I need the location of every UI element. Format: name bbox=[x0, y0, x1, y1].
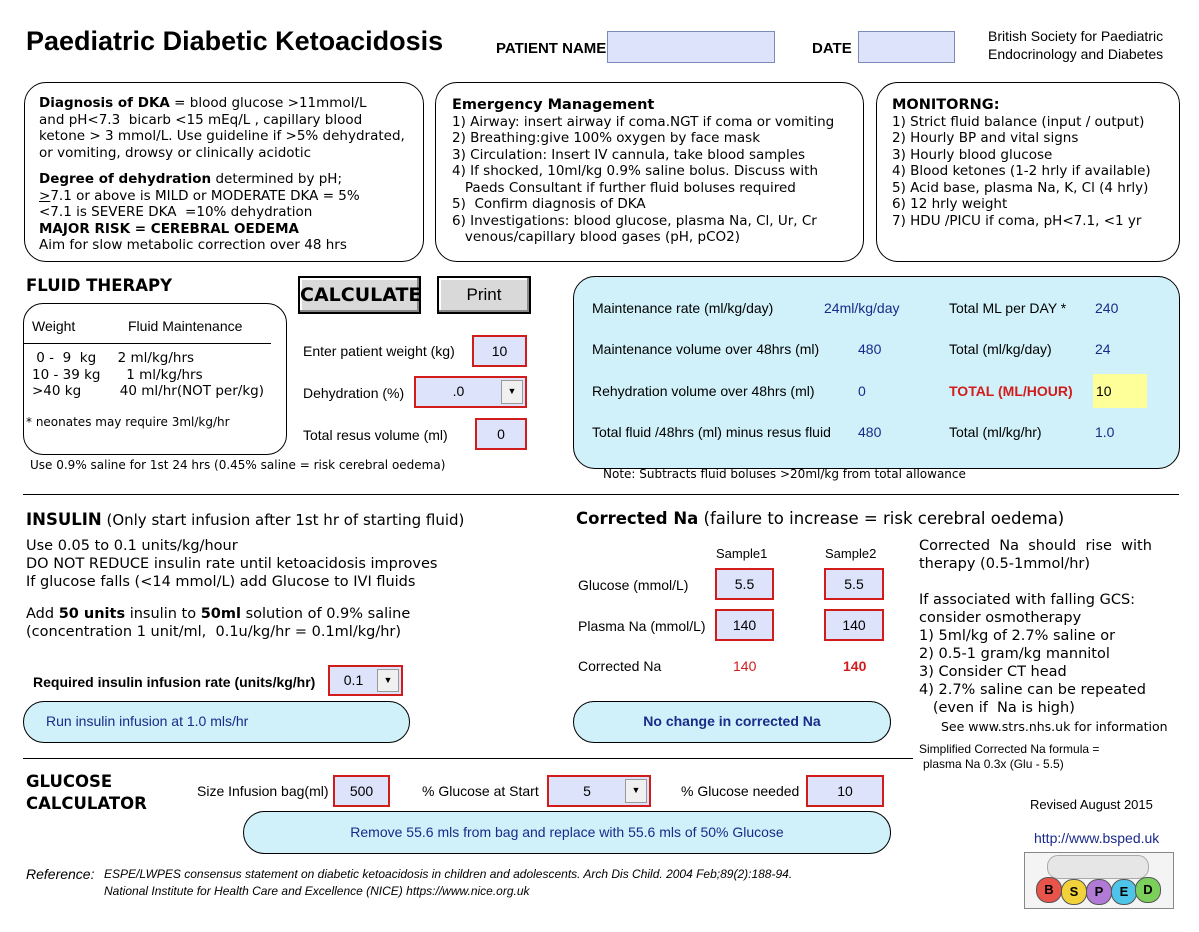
na-sample1-input[interactable]: 140 bbox=[715, 609, 774, 641]
saline-note: Use 0.9% saline for 1st 24 hrs (0.45% saline = risk cerebral oedema) bbox=[30, 458, 446, 472]
insulin-rate-select[interactable] bbox=[328, 665, 403, 696]
sodium-info-line: 1) 5ml/kg of 2.7% saline or bbox=[919, 628, 1116, 644]
reference-label: Reference: bbox=[26, 866, 95, 882]
total-ml-day-value: 240 bbox=[1095, 300, 1119, 316]
reference-1: ESPE/LWPES consensus statement on diabetic ketoacidosis in children and adolescents. Arch Dis Child. 2004 Feb;89(2):188-94. bbox=[104, 867, 793, 881]
fluid-bolus-note: Note: Subtracts fluid boluses >20ml/kg from total allowance bbox=[603, 467, 966, 481]
diagnosis-line-3: ketone > 3 mmol/L. Use guideline if >5% dehydrated, bbox=[39, 128, 405, 144]
rehydration-value: 0 bbox=[858, 383, 866, 399]
org-line-2: Endocrinology and Diabetes bbox=[988, 46, 1164, 62]
dehydration-label: Dehydration (%) bbox=[303, 385, 405, 401]
na-row-label: Plasma Na (mmol/L) bbox=[578, 618, 706, 634]
insulin-line-3: If glucose falls (<14 mmol/L) add Glucose to IVI fluids bbox=[26, 574, 416, 590]
logo-letter-p: P bbox=[1086, 879, 1112, 905]
chevron-down-icon[interactable]: ▼ bbox=[501, 380, 523, 404]
logo-letter-b: B bbox=[1036, 877, 1062, 903]
revised-date: Revised August 2015 bbox=[1030, 797, 1153, 812]
fluid-table-rows bbox=[32, 350, 264, 400]
monitoring-item: 5) Acid base, plasma Na, K, Cl (4 hrly) bbox=[892, 179, 1149, 196]
reference-2: National Institute for Health Care and Excellence (NICE) https://www.nice.org.uk bbox=[104, 884, 530, 898]
total-mlkgday-label: Total (ml/kg/day) bbox=[949, 341, 1052, 357]
corrected-row-label: Corrected Na bbox=[578, 658, 662, 674]
diagnosis-line-4: or vomiting, drowsy or clinically acidotic bbox=[39, 144, 311, 161]
insulin-heading-note: (Only start infusion after 1st hr of starting fluid) bbox=[101, 511, 465, 529]
section-divider bbox=[23, 494, 1179, 495]
sample1-header: Sample1 bbox=[716, 546, 768, 561]
emergency-item: 4) If shocked, 10ml/kg 0.9% saline bolus. Discuss with bbox=[452, 163, 819, 179]
diagnosis-text bbox=[39, 95, 405, 254]
na-sample2-input[interactable]: 140 bbox=[824, 609, 884, 641]
emergency-title: Emergency Management bbox=[452, 97, 655, 113]
glucose-sample1-input[interactable]: 5.5 bbox=[715, 568, 774, 600]
insulin-rate-label: Required insulin infusion rate (units/kg/hr) bbox=[33, 674, 316, 690]
emergency-item: Paeds Consultant if further fluid boluses required bbox=[452, 179, 796, 196]
bsped-logo bbox=[1024, 852, 1174, 909]
weight-label: Enter patient weight (kg) bbox=[303, 343, 455, 359]
glucose-start-select[interactable] bbox=[547, 775, 651, 807]
bag-size-input[interactable]: 500 bbox=[333, 775, 390, 807]
glucose-heading-line-2: CALCULATOR bbox=[26, 794, 147, 813]
sodium-info-line: Corrected Na should rise with bbox=[919, 538, 1152, 554]
rehydration-label: Rehydration volume over 48hrs (ml) bbox=[592, 383, 815, 399]
calculate-button[interactable] bbox=[298, 276, 421, 314]
sodium-formula-title: Simplified Corrected Na formula = bbox=[919, 742, 1100, 756]
insulin-add-post: solution of 0.9% saline bbox=[240, 606, 411, 622]
calculate-button-label: CALCULATE bbox=[300, 284, 422, 306]
total-mlkghr-label: Total (ml/kg/hr) bbox=[949, 424, 1042, 440]
monitoring-text bbox=[892, 97, 1151, 229]
sodium-info-line: If associated with falling GCS: bbox=[919, 592, 1136, 608]
emergency-item: venous/capillary blood gases (pH, pCO2) bbox=[452, 229, 740, 245]
insulin-result-text: Run insulin infusion at 1.0 mls/hr bbox=[46, 713, 249, 729]
glucose-heading bbox=[26, 771, 147, 815]
maint-vol-label: Maintenance volume over 48hrs (ml) bbox=[592, 341, 820, 357]
chevron-down-icon[interactable]: ▼ bbox=[377, 669, 399, 692]
insulin-add-mid: insulin to bbox=[125, 606, 201, 622]
insulin-heading-bold: INSULIN bbox=[26, 510, 102, 529]
diagnosis-line-1: = blood glucose >11mmol/L bbox=[169, 95, 367, 111]
sodium-info bbox=[919, 537, 1179, 717]
bag-size-label: Size Infusion bag(ml) bbox=[197, 783, 329, 799]
sodium-info-line: 2) 0.5-1 gram/kg mannitol bbox=[919, 646, 1110, 662]
diagnosis-line-5: determined by pH; bbox=[211, 171, 342, 187]
monitoring-item: 6) 12 hrly weight bbox=[892, 196, 1008, 212]
date-input[interactable] bbox=[858, 31, 955, 63]
sodium-info-line: 4) 2.7% saline can be repeated bbox=[919, 682, 1146, 698]
glucose-sample2-input[interactable]: 5.5 bbox=[824, 568, 884, 600]
sodium-heading-note: (failure to increase = risk cerebral oedema) bbox=[698, 509, 1065, 528]
insulin-result bbox=[23, 701, 410, 743]
emergency-item: 2) Breathing:give 100% oxygen by face mask bbox=[452, 130, 761, 146]
diagnosis-line-9: Aim for slow metabolic correction over 48 hrs bbox=[39, 237, 347, 253]
emergency-item: 6) Investigations: blood glucose, plasma Na, Cl, Ur, Cr bbox=[452, 212, 817, 229]
sodium-heading bbox=[576, 509, 1064, 528]
diagnosis-line-6: 7.1 or above is MILD or MODERATE DKA = 5% bbox=[50, 187, 360, 204]
org-line-1: British Society for Paediatric bbox=[988, 28, 1164, 44]
emergency-item: 3) Circulation: Insert IV cannula, take blood samples bbox=[452, 146, 806, 163]
insulin-line-1: Use 0.05 to 0.1 units/kg/hour bbox=[26, 538, 238, 554]
diagnosis-major-risk: MAJOR RISK = CEREBRAL OEDEMA bbox=[39, 220, 299, 237]
patient-name-label: PATIENT NAME bbox=[496, 40, 607, 57]
sodium-formula: plasma Na 0.3x (Glu - 5.5) bbox=[923, 757, 1064, 771]
diagnosis-line-7: <7.1 is SEVERE DKA =10% dehydration bbox=[39, 204, 313, 220]
emergency-item: 5) Confirm diagnosis of DKA bbox=[452, 196, 646, 212]
sodium-result-text: No change in corrected Na bbox=[643, 713, 821, 729]
maint-rate-label: Maintenance rate (ml/kg/day) bbox=[592, 300, 774, 316]
glucose-heading-line-1: GLUCOSE bbox=[26, 772, 113, 791]
print-button[interactable] bbox=[437, 276, 531, 314]
glucose-needed-input[interactable]: 10 bbox=[806, 775, 884, 807]
glucose-result-text: Remove 55.6 mls from bag and replace with 55.6 mls of 50% Glucose bbox=[350, 824, 784, 840]
sodium-info-line: (even if Na is high) bbox=[919, 700, 1075, 716]
total48-value: 480 bbox=[858, 424, 882, 440]
emergency-text bbox=[452, 97, 834, 246]
resus-input[interactable]: 0 bbox=[475, 418, 527, 450]
chevron-down-icon[interactable]: ▼ bbox=[625, 779, 647, 803]
maint-vol-value: 480 bbox=[858, 341, 882, 357]
total48-label: Total fluid /48hrs (ml) minus resus fluid bbox=[592, 424, 831, 440]
section-divider bbox=[23, 758, 913, 759]
insulin-heading bbox=[26, 510, 464, 529]
monitoring-item: 1) Strict fluid balance (input / output) bbox=[892, 113, 1145, 130]
corrected-sample1-value: 140 bbox=[733, 658, 757, 674]
dehydration-value: .0 bbox=[452, 383, 465, 399]
total-mlkghr-value: 1.0 bbox=[1095, 424, 1115, 440]
total-hour-value bbox=[1093, 374, 1147, 408]
sodium-info-line: consider osmotherapy bbox=[919, 610, 1082, 626]
glucose-start-label: % Glucose at Start bbox=[422, 783, 539, 799]
resus-label: Total resus volume (ml) bbox=[303, 427, 448, 443]
monitoring-item: 4) Blood ketones (1-2 hrly if available) bbox=[892, 163, 1151, 179]
corrected-sample2-value: 140 bbox=[843, 658, 867, 674]
glucose-result bbox=[243, 811, 891, 854]
logo-letter-d: D bbox=[1135, 877, 1161, 903]
insulin-volume: 50ml bbox=[200, 606, 241, 622]
sodium-heading-bold: Corrected Na bbox=[576, 509, 699, 528]
glucose-needed-label: % Glucose needed bbox=[681, 783, 800, 799]
logo-letter-e: E bbox=[1111, 879, 1137, 905]
fluid-table-maint-header: Fluid Maintenance bbox=[128, 318, 243, 334]
fluid-therapy-heading: FLUID THERAPY bbox=[26, 276, 173, 295]
insulin-text bbox=[26, 537, 437, 641]
fluid-table-divider bbox=[24, 343, 271, 344]
dehydration-select[interactable] bbox=[414, 376, 527, 408]
fluid-table-row: 0 - 9 kg 2 ml/kg/hrs bbox=[32, 350, 195, 366]
bsped-link[interactable]: http://www.bsped.uk bbox=[1034, 830, 1160, 846]
insulin-rate-value: 0.1 bbox=[343, 672, 364, 688]
total-hour-number: 10 bbox=[1096, 383, 1112, 399]
fluid-table-row: >40 kg 40 ml/hr(NOT per/kg) bbox=[32, 383, 264, 399]
org-name bbox=[988, 27, 1163, 63]
monitoring-item: 3) Hourly blood glucose bbox=[892, 146, 1053, 163]
insulin-add-pre: Add bbox=[26, 606, 59, 622]
monitoring-title: MONITORNG: bbox=[892, 97, 1000, 113]
insulin-concentration: (concentration 1 unit/ml, 0.1u/kg/hr = 0.1ml/kg/hr) bbox=[26, 624, 402, 640]
diagnosis-line-2: and pH<7.3 bicarb <15 mEq/L , capillary blood bbox=[39, 111, 363, 128]
total-mlkgday-value: 24 bbox=[1095, 341, 1111, 357]
maint-rate-value: 24ml/kg/day bbox=[824, 300, 900, 316]
print-button-label: Print bbox=[466, 285, 502, 304]
sodium-info-link: See www.strs.nhs.uk for information bbox=[941, 719, 1168, 734]
sodium-result bbox=[573, 701, 891, 743]
monitoring-item: 2) Hourly BP and vital signs bbox=[892, 130, 1079, 146]
monitoring-item: 7) HDU /PICU if coma, pH<7.1, <1 yr bbox=[892, 212, 1142, 229]
diagnosis-ge-sign: > bbox=[39, 187, 51, 204]
insulin-line-2: DO NOT REDUCE insulin rate until ketoacidosis improves bbox=[26, 556, 438, 572]
neonate-note: * neonates may require 3ml/kg/hr bbox=[26, 415, 230, 429]
weight-input[interactable]: 10 bbox=[472, 335, 527, 367]
total-ml-day-label: Total ML per DAY * bbox=[949, 300, 1067, 316]
sodium-info-line: therapy (0.5-1mmol/hr) bbox=[919, 556, 1091, 572]
glucose-row-label: Glucose (mmol/L) bbox=[578, 577, 689, 593]
page-title: Paediatric Diabetic Ketoacidosis bbox=[26, 26, 444, 56]
date-label: DATE bbox=[812, 40, 852, 57]
total-hour-label: TOTAL (ML/HOUR) bbox=[949, 383, 1073, 399]
fluid-table-weight-header: Weight bbox=[32, 318, 76, 334]
insulin-units: 50 units bbox=[58, 606, 126, 622]
dehydration-heading: Degree of dehydration bbox=[39, 171, 212, 187]
glucose-start-value: 5 bbox=[583, 783, 591, 799]
fluid-table-row: 10 - 39 kg 1 ml/kg/hrs bbox=[32, 366, 203, 383]
patient-name-input[interactable] bbox=[607, 31, 775, 63]
emergency-item: 1) Airway: insert airway if coma.NGT if coma or vomiting bbox=[452, 113, 835, 130]
bsped-logo-mark bbox=[1047, 855, 1149, 879]
sodium-info-line: 3) Consider CT head bbox=[919, 664, 1067, 680]
sample2-header: Sample2 bbox=[825, 546, 877, 561]
diagnosis-heading: Diagnosis of DKA bbox=[39, 95, 170, 111]
logo-letter-s: S bbox=[1061, 879, 1087, 905]
